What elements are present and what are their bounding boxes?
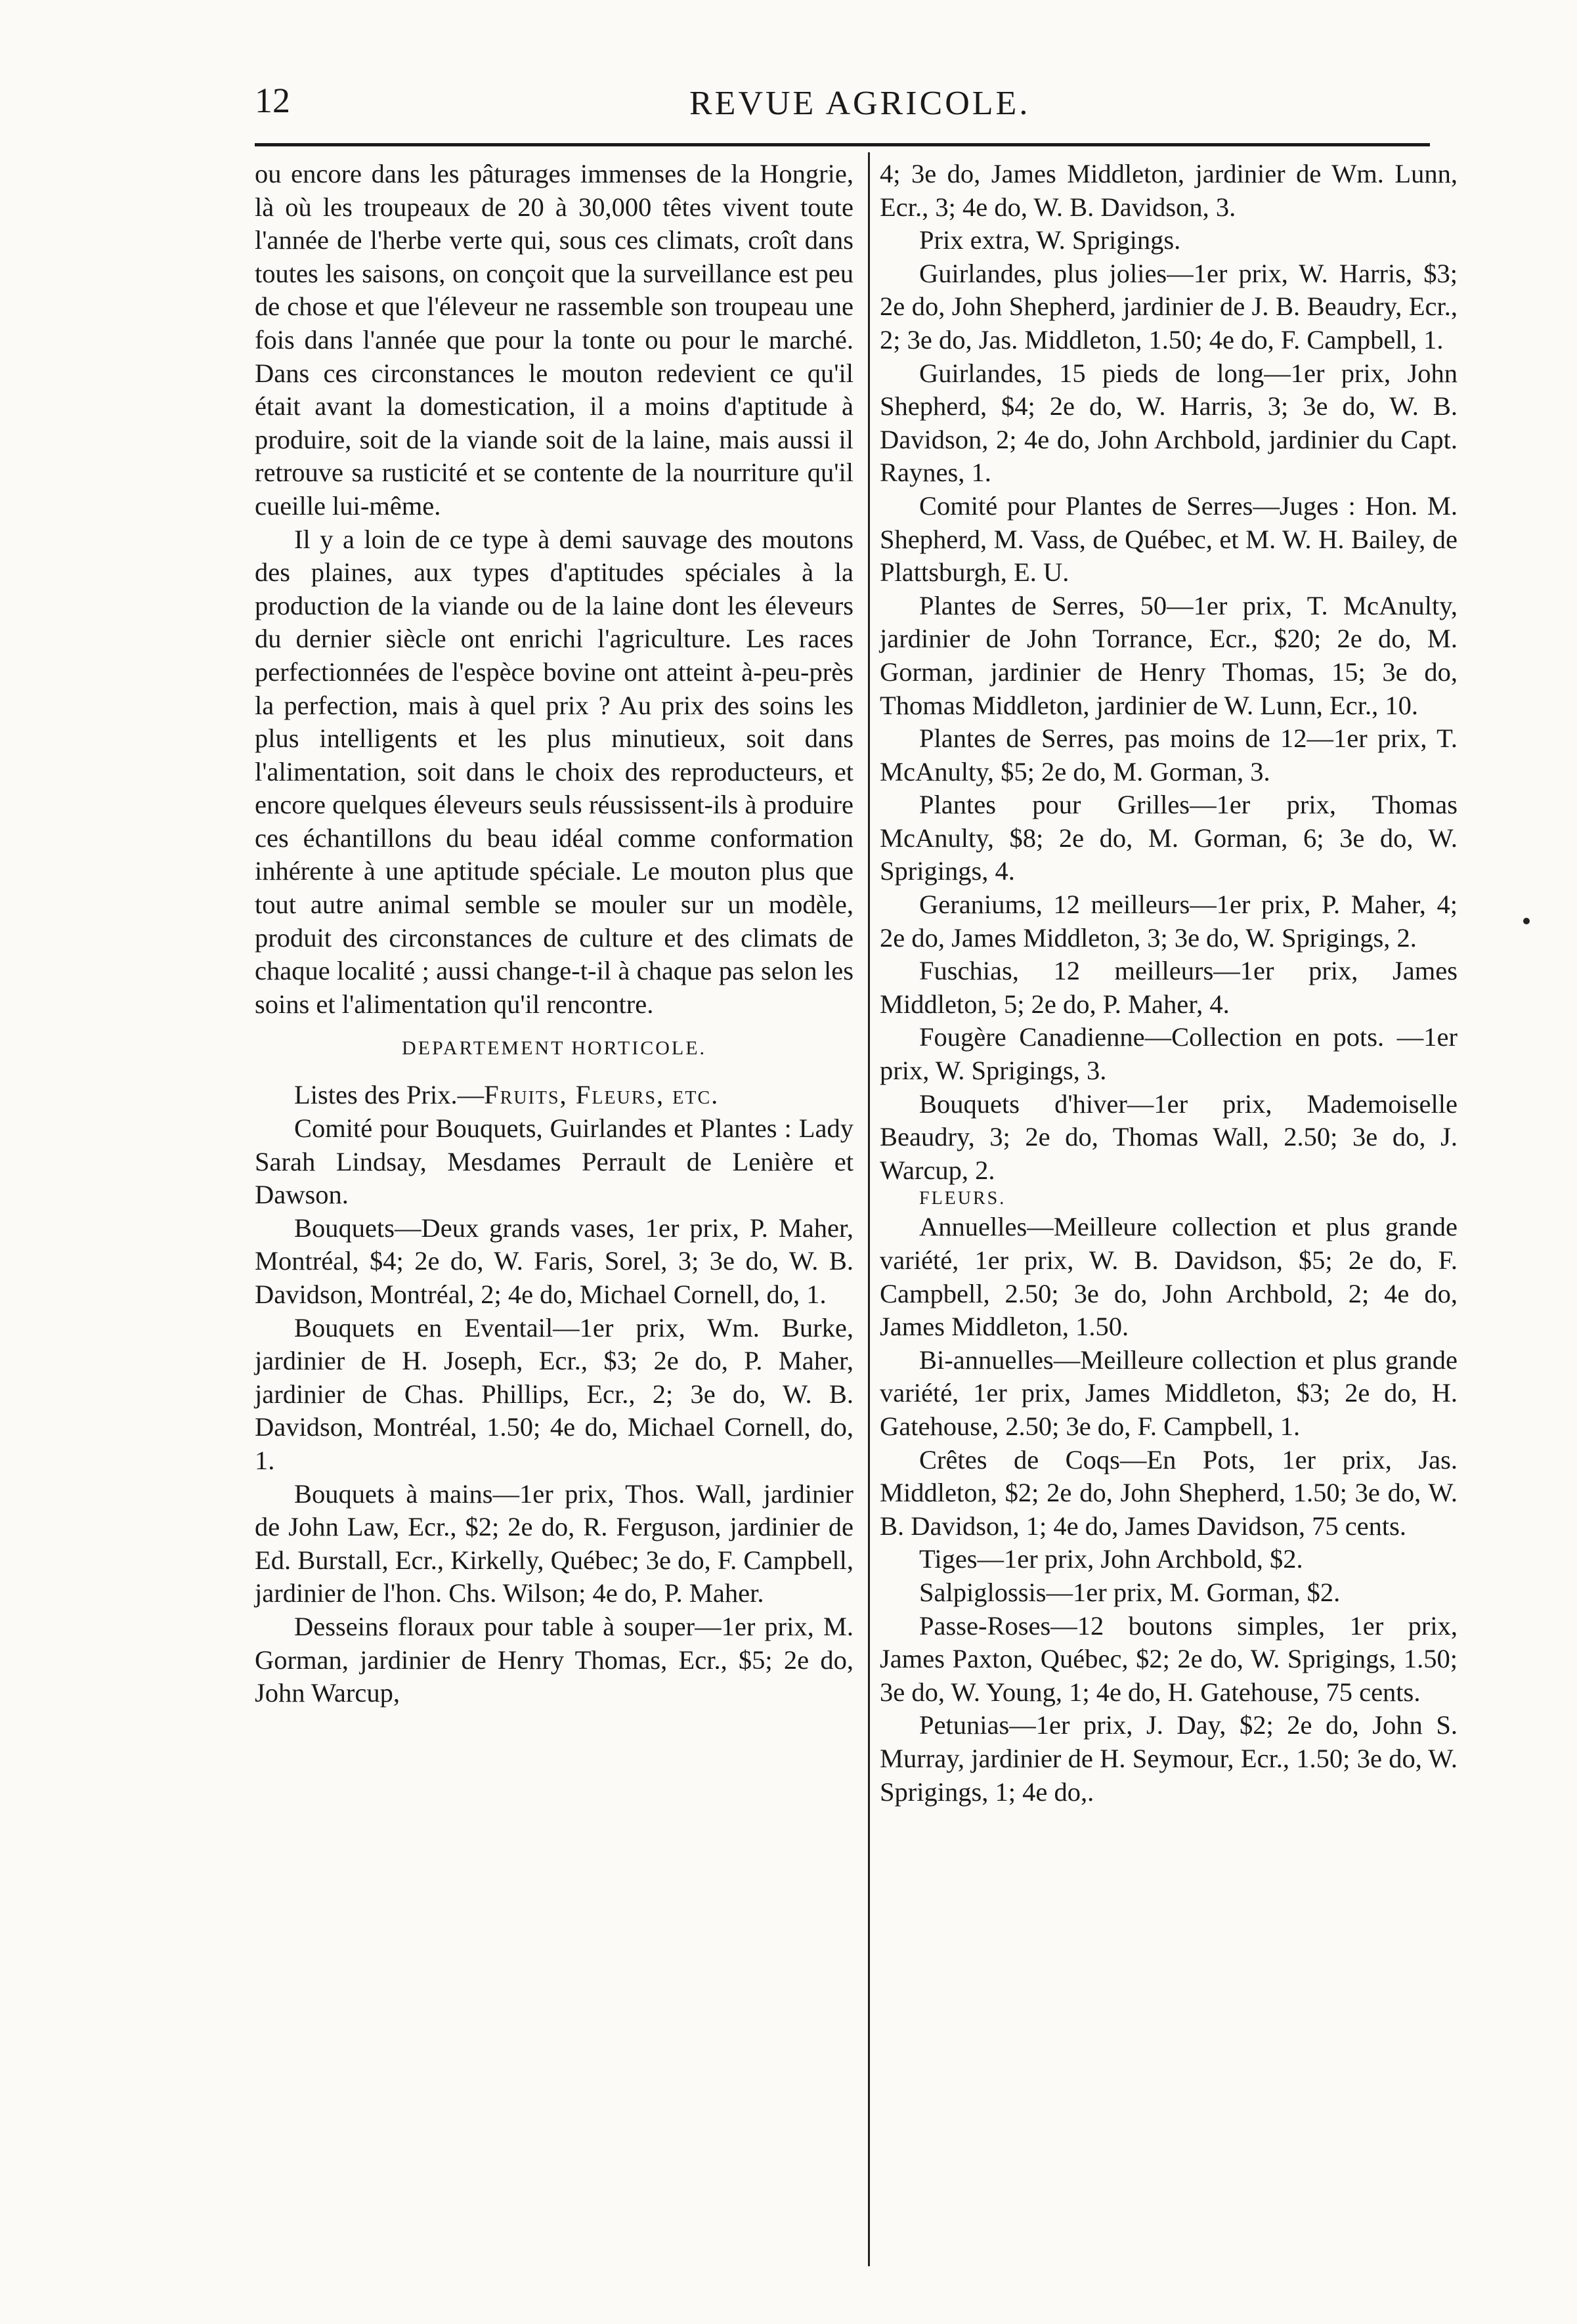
- paragraph: ou encore dans les pâturages immenses de la Hongrie, là où les troupeaux de 20 à 30,000 têtes vivent toute l'année de l'herbe verte qui, sous ces climats, croît dans toutes les saisons, on conçoit que la surveillance est peu de chose et que l'éleveur ne rassemble son troupeau une fois dans l'année que pour la tonte ou pour le marché. Dans ces circonstances le mouton redevient ce qu'il était avant la domestication, il a moins d'aptitude à produire, soit de la viande soit de la laine, mais aussi il retrouve sa rusticité et se contente de la nourriture qu'il cueille lui-même.: [255, 159, 853, 521]
- paragraph: Prix extra, W. Sprigings.: [919, 225, 1181, 255]
- paragraph: Comité pour Plantes de Serres—Juges : Hon. M. Shepherd, M. Vass, de Québec, et M. W. H. Bailey, de Plattsburgh, E. U.: [880, 490, 1458, 588]
- paragraph: 4; 3e do, James Middleton, jardinier de Wm. Lunn, Ecr., 3; 4e do, W. B. Davidson, 3.: [880, 159, 1458, 222]
- paragraph: Crêtes de Coqs—En Pots, 1er prix, Jas. Middleton, $2; 2e do, John Shepherd, 1.50; 3e do, W. B. Davidson, 1; 4e do, James Davidson, 75 cents.: [880, 1444, 1458, 1541]
- paragraph: Passe-Roses—12 boutons simples, 1er prix, James Paxton, Québec, $2; 2e do, W. Sprigings, 1.50; 3e do, W. Young, 1; 4e do, H. Gatehouse, 75 cents.: [880, 1610, 1458, 1707]
- paragraph: Annuelles—Meilleure collection et plus grande variété, 1er prix, W. B. Davidson, $5; 2e do, F. Campbell, 2.50; 3e do, John Archbold, 2; 4e do, James Middleton, 1.50.: [880, 1212, 1458, 1342]
- paragraph: Bi-annuelles—Meilleure collection et plus grande variété, 1er prix, James Middleton, $3; 2e do, H. Gatehouse, 2.50; 3e do, F. Campbell, 1.: [880, 1345, 1458, 1441]
- paragraph: Guirlandes, plus jolies—1er prix, W. Harris, $3; 2e do, John Shepherd, jardinier de J. B. Beaudry, Ecr., 2; 3e do, Jas. Middleton, 1.50; 4e do, F. Campbell, 1.: [880, 258, 1458, 355]
- paragraph: Fougère Canadienne—Collection en pots. —1er prix, W. Sprigings, 3.: [880, 1022, 1458, 1086]
- paragraph: Salpiglossis—1er prix, M. Gorman, $2.: [919, 1577, 1341, 1607]
- paragraph: Plantes de Serres, pas moins de 12—1er prix, T. McAnulty, $5; 2e do, M. Gorman, 3.: [880, 723, 1458, 786]
- page-number: 12: [255, 81, 290, 120]
- paragraph: Plantes pour Grilles—1er prix, Thomas McAnulty, $8; 2e do, M. Gorman, 6; 3e do, W. Sprigings, 4.: [880, 790, 1458, 886]
- left-column: [255, 158, 853, 1710]
- running-title: REVUE AGRICOLE.: [689, 85, 1031, 122]
- list-title-text: Listes des Prix.—: [294, 1080, 485, 1110]
- subsection-heading: FLEURS.: [919, 1188, 1006, 1209]
- right-column: [880, 158, 1458, 1809]
- paragraph: Plantes de Serres, 50—1er prix, T. McAnulty, jardinier de John Torrance, Ecr., $20; 2e do, M. Gorman, jardinier de Henry Thomas, 15; 3e do, Thomas Middleton, jardinier de W. Lunn, Ecr., 10.: [880, 590, 1458, 720]
- header-rule: [255, 143, 1430, 146]
- paragraph: Bouquets d'hiver—1er prix, Mademoiselle Beaudry, 3; 2e do, Thomas Wall, 2.50; 3e do, J. Warcup, 2.: [880, 1088, 1458, 1185]
- paragraph: Tiges—1er prix, John Archbold, $2.: [919, 1544, 1303, 1574]
- paragraph: Bouquets à mains—1er prix, Thos. Wall, jardinier de John Law, Ecr., $2; 2e do, R. Ferguson, jardinier de Ed. Burstall, Ecr., Kirkelly, Québec; 3e do, F. Campbell, jardinier de l'hon. Chs. Wilson; 4e do, P. Maher.: [255, 1478, 853, 1608]
- paragraph: Bouquets—Deux grands vases, 1er prix, P. Maher, Montréal, $4; 2e do, W. Faris, Sorel, 3; 3e do, W. B. Davidson, Montréal, 2; 4e do, Michael Cornell, do, 1.: [255, 1213, 853, 1309]
- paragraph: Geraniums, 12 meilleurs—1er prix, P. Maher, 4; 2e do, James Middleton, 3; 3e do, W. Sprigings, 2.: [880, 890, 1458, 953]
- paragraph: Petunias—1er prix, J. Day, $2; 2e do, John S. Murray, jardinier de H. Seymour, Ecr., 1.50; 3e do, W. Sprigings, 1; 4e do,.: [880, 1710, 1458, 1807]
- paragraph: Il y a loin de ce type à demi sauvage des moutons des plaines, aux types d'aptitudes spéciales à la production de la viande ou de la laine dont les éleveurs du dernier siècle ont enrichi l'agriculture. Les races perfectionnées de l'espèce bovine ont atteint à-peu-près la perfection, mais à quel prix ? Au prix des soins les plus intelligents et les plus minutieux, soit dans l'alimentation, soit dans le choix des reproducteurs, et encore quelques éleveurs seuls réussissent-ils à produire ces échantillons du beau idéal comme conformation inhérente à une aptitude spéciale. Le mouton plus que tout autre animal semble se mouler sur un modèle, produit des circonstances de culture et des climats de chaque localité ; aussi change-t-il à chaque pas selon les soins et l'alimentation qu'il rencontre.: [255, 524, 853, 1019]
- paragraph: Comité pour Bouquets, Guirlandes et Plantes : Lady Sarah Lindsay, Mesdames Perrault de Lenière et Dawson.: [255, 1113, 853, 1210]
- list-title: [255, 1079, 853, 1112]
- margin-mark: [1523, 918, 1530, 924]
- list-title-caps: Fruits, Fleurs, etc.: [484, 1080, 720, 1110]
- paragraph: Guirlandes, 15 pieds de long—1er prix, John Shepherd, $4; 2e do, W. Harris, 3; 3e do, W. B. Davidson, 2; 4e do, John Archbold, jardinier du Capt. Raynes, 1.: [880, 358, 1458, 488]
- paragraph: Bouquets en Eventail—1er prix, Wm. Burke, jardinier de H. Joseph, Ecr., $3; 2e do, P. Maher, jardinier de Chas. Phillips, Ecr., 2; 3e do, W. B. Davidson, Montréal, 1.50; 4e do, Michael Cornell, do, 1.: [255, 1312, 853, 1475]
- paragraph: Fuschias, 12 meilleurs—1er prix, James Middleton, 5; 2e do, P. Maher, 4.: [880, 956, 1458, 1019]
- paragraph: Desseins floraux pour table à souper—1er prix, M. Gorman, jardinier de Henry Thomas, Ecr., $5; 2e do, John Warcup,: [255, 1611, 853, 1708]
- section-heading: DEPARTEMENT HORTICOLE.: [401, 1037, 707, 1060]
- column-divider: [868, 152, 870, 2266]
